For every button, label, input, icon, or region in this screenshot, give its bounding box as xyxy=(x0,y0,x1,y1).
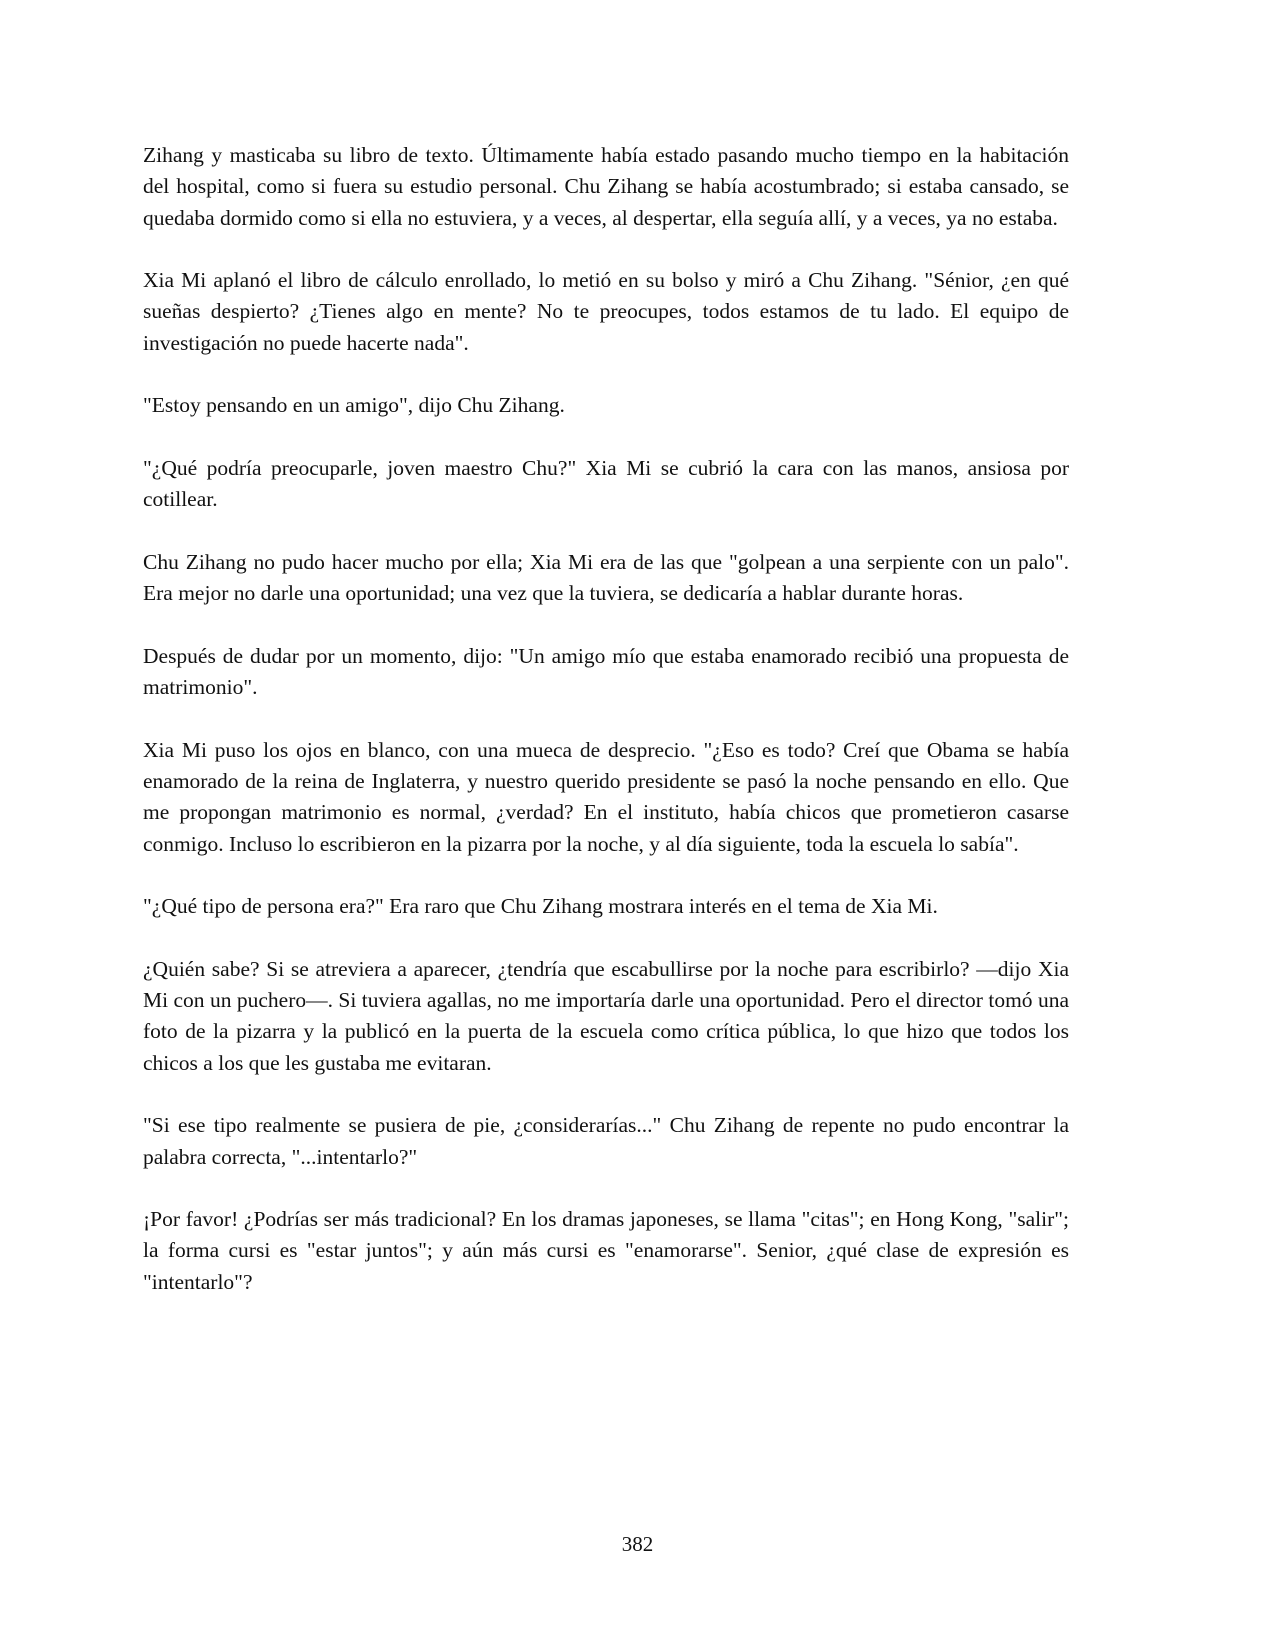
paragraph-3: "Estoy pensando en un amigo", dijo Chu Zihang. xyxy=(143,393,565,418)
paragraph-6: Después de dudar por un momento, dijo: "Un amigo mío que estaba enamorado recibió una propuesta de matrimonio". xyxy=(143,643,1069,700)
paragraph-11: ¡Por favor! ¿Podrías ser más tradicional? En los dramas japoneses, se llama "citas"; en Hong Kong, "salir"; la forma cursi es "estar juntos"; y aún más cursi es "enamorarse". Senior, ¿qué clase de expresión es "intentarlo"? xyxy=(143,1207,1069,1294)
paragraph-2: Xia Mi aplanó el libro de cálculo enrollado, lo metió en su bolso y miró a Chu Zihang. "Sénior, ¿en qué sueñas despierto? ¿Tienes algo en mente? No te preocupes, todos estamos de tu lado. El equipo de investigación no puede hacerte nada". xyxy=(143,268,1069,355)
page-number: 382 xyxy=(621,1532,654,1556)
paragraph-10: "Si ese tipo realmente se pusiera de pie, ¿considerarías..." Chu Zihang de repente no pudo encontrar la palabra correcta, "...intentarlo?" xyxy=(143,1113,1069,1169)
paragraph-1: Zihang y masticaba su libro de texto. Últimamente había estado pasando mucho tiempo en la habitación del hospital, como si fuera su estudio personal. Chu Zihang se había acostumbrado; si estaba cansado, se quedaba dormido como si ella no estuviera, y a veces, al despertar, ella seguía allí, y a veces, ya no estaba. xyxy=(143,143,1069,230)
paragraph-8: "¿Qué tipo de persona era?" Era raro que Chu Zihang mostrara interés en el tema de Xia Mi. xyxy=(143,894,938,919)
paragraph-7: Xia Mi puso los ojos en blanco, con una mueca de desprecio. "¿Eso es todo? Creí que Obama se había enamorado de la reina de Inglaterra, y nuestro querido presidente se pasó la noche pensando en ello. Que me propongan matrimonio es normal, ¿verdad? En el instituto, había chicos que prometieron casarse conmigo. Incluso lo escribieron en la pizarra por la noche, y al día siguiente, toda la escuela lo sabía". xyxy=(143,737,1069,856)
page-body xyxy=(143,140,1069,1329)
paragraph-5: Chu Zihang no pudo hacer mucho por ella; Xia Mi era de las que "golpean a una serpiente con un palo". Era mejor no darle una oportunidad; una vez que la tuviera, se dedicaría a hablar durante horas. xyxy=(143,549,1069,606)
paragraph-9: ¿Quién sabe? Si se atreviera a aparecer, ¿tendría que escabullirse por la noche para escribirlo? —dijo Xia Mi con un puchero—. Si tuviera agallas, no me importaría darle una oportunidad. Pero el director tomó una foto de la pizarra y la publicó en la puerta de la escuela como crítica pública, lo que hizo que todos los chicos a los que les gustaba me evitaran. xyxy=(143,956,1069,1075)
paragraph-4: "¿Qué podría preocuparle, joven maestro Chu?" Xia Mi se cubrió la cara con las manos, ansiosa por cotillear. xyxy=(143,455,1069,512)
